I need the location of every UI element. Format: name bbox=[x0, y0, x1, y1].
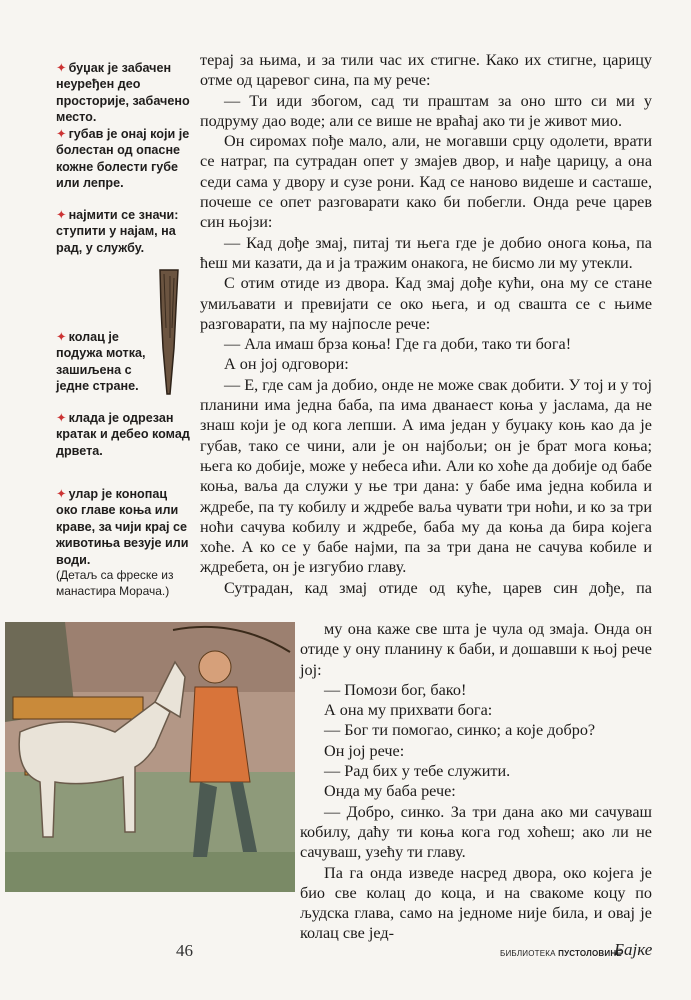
paragraph: — Ти иди збогом, сад ти праштам за оно што си ми у подруму дао воде; али се више не враћај ако ти је живот мио. bbox=[200, 91, 652, 130]
glossary-entry-bucak bbox=[56, 60, 190, 126]
dialogue-line: — Добро, синко. За три дана ако ми сачуваш кобилу, даћу ти коња кога год хоћеш; ако ли не сачуваш, узећу ти главу. bbox=[300, 802, 652, 862]
glossary-term: колац bbox=[68, 330, 105, 344]
glossary-term: улар bbox=[68, 487, 99, 501]
glossary-definition: значи: ступити у најам, на рад, у службу. bbox=[56, 208, 179, 255]
glossary-entry-klada bbox=[56, 410, 190, 459]
bullet-marker-icon: ✦ bbox=[56, 127, 67, 141]
bullet-marker-icon: ✦ bbox=[56, 208, 67, 222]
glossary-entry-kolac bbox=[56, 329, 152, 395]
glossary-entry-gubav bbox=[56, 126, 190, 192]
book-title: Бајке bbox=[614, 940, 653, 959]
fresco-caption: (Детаљ са фреске из манастира Морача.) bbox=[56, 568, 174, 598]
dialogue-line: — Рад бих у тебе служити. bbox=[324, 762, 511, 781]
paragraph: — Е, где сам ја добио, онде не може свак добити. У тој и у тој планини има једна баба, па има дванаест коња у јаслама, да не знаш који је од кога лепши. А има један у буџаку коњ као да је губав, тако се чини, али је он најбољи; он је брат мога коња; њега ко добије, може у небеса ићи. Али ко хоће да добије од бабе коња, ваља да служи у ње три дана: у бабе има једна кобила и ждребе, па ту кобилу и ждребе ваља чувати три ноћи, и ко за три ноћи сачува кобилу и ждребе, баба му да коња да бира којега хоће. А ко се у бабе најми, па за три дана не сачува кобиле и ждребета, он је изгубио главу. bbox=[200, 375, 652, 577]
paragraph: С отим отиде из двора. Кад змај дође кући, она му се стане умиљавати и превијати се око њега, и од свашта се с њиме разговарати, па му најпосле рече: bbox=[200, 274, 652, 333]
glossary-term: буџак bbox=[68, 61, 105, 75]
paragraph: А он јој одговори: bbox=[224, 355, 349, 374]
paragraph: терај за њима, и за тили час их стигне. Како их стигне, царицу отме од царевог сина, па му рече: bbox=[200, 51, 652, 90]
lower-text-column bbox=[300, 619, 652, 944]
paragraph: А она му прихвати бога: bbox=[324, 701, 493, 720]
series-name bbox=[500, 949, 622, 958]
bullet-marker-icon: ✦ bbox=[56, 411, 67, 425]
glossary-term: клада bbox=[68, 411, 106, 425]
paragraph: Онда му баба рече: bbox=[324, 782, 456, 801]
glossary-term: најмити се bbox=[68, 208, 136, 222]
glossary-definition: је подужа мотка, зашиљена с једне стране. bbox=[56, 330, 146, 394]
glossary-entry-najmiti bbox=[56, 207, 190, 256]
bullet-marker-icon: ✦ bbox=[56, 61, 67, 75]
glossary-term: губав bbox=[68, 127, 104, 141]
paragraph: Па га онда изведе насред двора, око којега је био све колац до коца, и на свакоме коцу по људска глава, само на једноме није била, и овај је колац све јед- bbox=[300, 863, 652, 943]
fresco-illustration bbox=[5, 622, 295, 892]
wooden-stake-illustration bbox=[152, 268, 186, 398]
glossary-definition: је забачен неуређен део просторије, забачено место. bbox=[56, 61, 190, 125]
paragraph: — Кад дође змај, питај ти њега где је добио онога коња, па ћеш ми казати, да и ја тражим онакога, не бисмо ли му утекли. bbox=[200, 233, 652, 272]
bullet-marker-icon: ✦ bbox=[56, 330, 67, 344]
paragraph: Он сиромах пође мало, али, не могавши срцу одолети, врати се натраг, па сутрадан опет у змајев двор, и нађе царицу, а она седи сама у двору и сузе рони. Кад се наново видеше и састаше, почеше се опет разговарати како би побегли. Онда рече царев син њојзи: bbox=[200, 132, 652, 232]
dialogue-line: — Помози бог, бако! bbox=[324, 680, 467, 699]
glossary-definition: је онај који је болестан од опасне кожне болести губе или лепре. bbox=[56, 127, 190, 191]
glossary-definition: је одрезан кратак и дебео комад дрвета. bbox=[56, 411, 190, 458]
paragraph: Сутрадан, кад змај отиде од куће, царев син дође, па bbox=[224, 578, 652, 597]
glossary-definition: је конопац око главе коња или краве, за чији крај се животиња везује или води. bbox=[56, 487, 189, 567]
series-title: ПУСТОЛОВИНЕ bbox=[558, 949, 622, 958]
bullet-marker-icon: ✦ bbox=[56, 487, 67, 501]
glossary-entry-ular bbox=[56, 486, 190, 600]
main-text-column bbox=[200, 50, 652, 598]
series-label: БИБЛИОТЕКА bbox=[500, 949, 556, 958]
page-number: 46 bbox=[176, 941, 193, 960]
paragraph: Он јој рече: bbox=[324, 741, 405, 760]
paragraph: му она каже све шта је чула од змаја. Онда он отиде у ону планину к баби, и дошавши к њој рече јој: bbox=[300, 620, 652, 679]
paragraph: — Ала имаш брза коња! Где га доби, тако ти бога! bbox=[224, 335, 572, 354]
dialogue-line: — Бог ти помогао, синко; а које добро? bbox=[324, 721, 596, 740]
